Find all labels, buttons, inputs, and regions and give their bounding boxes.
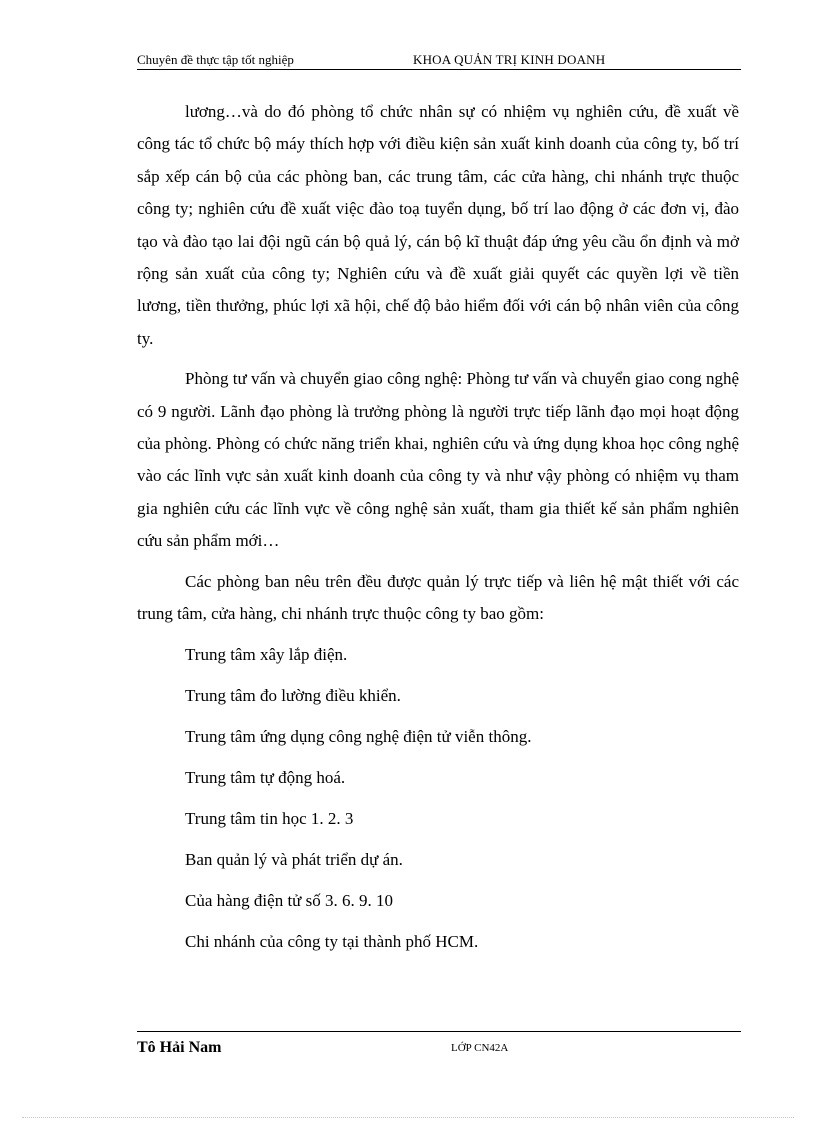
footer-author: Tô Hải Nam: [137, 1039, 222, 1056]
list-item: Của hàng điện tử số 3. 6. 9. 10: [185, 890, 394, 910]
list-item: Trung tâm tự động hoá.: [185, 767, 346, 787]
paragraph-technology-department: Phòng tư vấn và chuyển giao công nghệ: Phòng tư vấn và chuyển giao cong nghệ có 9 người. Lãnh đạo phòng là trưởng phòng là người trực tiếp lãnh đạo mọi hoạt động của phòng. Phòng có chức năng triển khai, nghiên cứu và ứng dụng khoa học công nghệ vào các lĩnh vực sản xuất kinh doanh của công ty và như vậy phòng có nhiệm vụ tham gia nghiên cứu các lĩnh vực về công nghệ sản xuất, tham gia thiết kế sản phẩm nghiên cứu sản phẩm mới…: [137, 369, 739, 551]
list-item: Trung tâm tin học 1. 2. 3: [185, 808, 354, 828]
list-item: Trung tâm xây lắp điện.: [185, 644, 348, 664]
list-item: Trung tâm ứng dụng công nghệ điện tử viễn thông.: [185, 726, 532, 746]
list-item: Ban quản lý và phát triển dự án.: [185, 849, 403, 869]
page-footer: [137, 1037, 741, 1059]
page-edge-divider: [22, 1117, 794, 1118]
footer-class: LỚP CN42A: [451, 1042, 509, 1054]
paragraph-personnel-duties: lương…và do đó phòng tổ chức nhân sự có nhiệm vụ nghiên cứu, đề xuất về công tác tổ chức bộ máy thích hợp với điều kiện sản xuất kinh doanh của công ty, bố trí sắp xếp cán bộ của các phòng ban, các trung tâm, các cửa hàng, chi nhánh trực thuộc công ty; nghiên cứu đề xuất việc đào toạ tuyển dụng, bố trí lao động ở các đơn vị, đào tạo và đào tạo lai đội ngũ cán bộ quả lý, cán bộ kĩ thuật đáp ứng yêu cầu ổn định và mở rộng sản xuất của công ty; Nghiên cứu và đề xuất giải quyết các quyền lợi về tiền lương, tiền thưởng, phúc lợi xã hội, chế độ bảo hiểm đối với cán bộ nhân viên của công ty.: [137, 102, 739, 348]
list-item: Trung tâm đo lường điều khiển.: [185, 685, 401, 705]
list-item: Chi nhánh của công ty tại thành phố HCM.: [185, 931, 479, 951]
header-faculty: KHOA QUẢN TRỊ KINH DOANH: [413, 52, 606, 67]
header-thesis-title: Chuyên đề thực tập tốt nghiệp: [137, 52, 294, 67]
page-body: [137, 96, 739, 967]
page-header: [137, 50, 741, 70]
footer-divider: [137, 1031, 741, 1032]
paragraph-units-intro: Các phòng ban nêu trên đều được quản lý trực tiếp và liên hệ mật thiết với các trung tâm, cửa hàng, chi nhánh trực thuộc công ty bao gồm:: [137, 571, 739, 624]
